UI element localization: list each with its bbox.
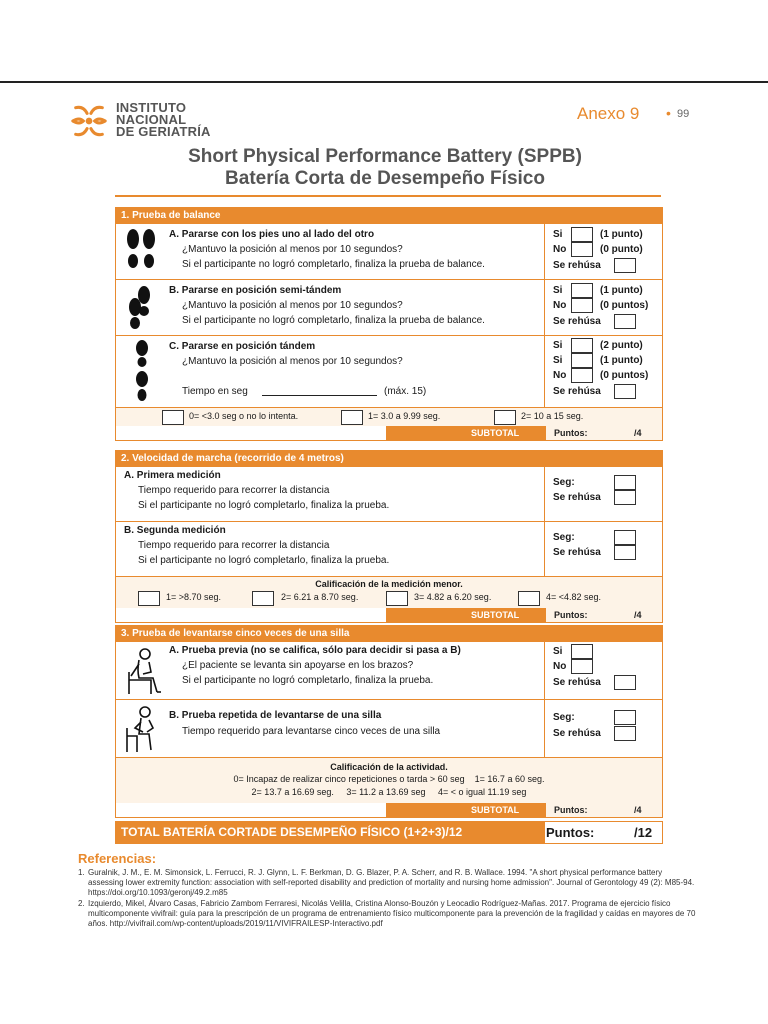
- balance-b-question: ¿Mantuvo la posición al menos por 10 segundos?: [182, 300, 403, 311]
- gait-score-bar: [116, 576, 662, 608]
- balance-a-title: A. Pararse con los pies uno al lado del otro: [169, 229, 375, 240]
- reference-1: [78, 868, 698, 898]
- feet-semi-tandem-icon: [126, 285, 156, 331]
- balance-c-opt2-label: Si: [553, 355, 563, 366]
- chair-scores-line1: 0= Incapaz de realizar cinco repeticiones o tarda > 60 seg 1= 16.7 a 60 seg.: [233, 774, 545, 784]
- gait-score-4-checkbox[interactable]: [518, 591, 540, 606]
- top-rule: [0, 81, 768, 83]
- chair-subtotal: [116, 803, 662, 817]
- logo-line-1: INSTITUTO: [116, 100, 187, 115]
- title-spanish: Batería Corta de Desempeño Físico: [225, 168, 545, 189]
- gait-score-1-checkbox[interactable]: [138, 591, 160, 606]
- balance-b-opt2-pts: (0 puntos): [600, 300, 649, 311]
- gait-b-line2: Si el participante no logró completarlo, finaliza la prueba.: [138, 555, 390, 566]
- chair-b-seg-label: Seg:: [553, 712, 575, 723]
- section-gait-speed: [115, 450, 663, 623]
- person-chair-icon: [121, 704, 165, 754]
- balance-a-note: Si el participante no logró completarlo, finaliza la prueba de balance.: [182, 259, 485, 270]
- page-number: 99: [677, 108, 690, 120]
- chair-b-refuse-checkbox[interactable]: [614, 726, 636, 741]
- balance-points-label: Puntos:: [554, 428, 588, 438]
- balance-score-0-checkbox[interactable]: [162, 410, 184, 425]
- balance-c-opt2-pts: (1 punto): [600, 355, 643, 366]
- balance-c-time-label: Tiempo en seg: [182, 386, 248, 397]
- references-title: Referencias:: [78, 851, 157, 866]
- gait-b-line1: Tiempo requerido para recorrer la distancia: [138, 540, 330, 551]
- chair-scores-line2: 2= 13.7 a 16.69 seg. 3= 11.2 a 13.69 seg 4= < o igual 11.19 seg: [251, 787, 527, 797]
- title-rule: [115, 195, 661, 197]
- balance-subtotal: [116, 426, 662, 440]
- chair-b-title: B. Prueba repetida de levantarse de una silla: [169, 710, 382, 721]
- logo-text: [116, 102, 211, 138]
- balance-b-opt2-label: No: [553, 300, 567, 311]
- balance-c-time-input[interactable]: [262, 395, 377, 396]
- gait-score-4: 4= <4.82 seg.: [546, 592, 602, 602]
- chair-points-label: Puntos:: [554, 805, 588, 815]
- balance-b-refuse-checkbox[interactable]: [614, 314, 636, 329]
- anexo-label: Anexo 9: [577, 104, 640, 123]
- balance-points-max: /4: [634, 428, 642, 438]
- chair-row-a: [116, 641, 662, 699]
- gait-score-3: 3= 4.82 a 6.20 seg.: [414, 592, 492, 602]
- gait-score-2: 2= 6.21 a 8.70 seg.: [281, 592, 359, 602]
- reference-2-text: Izquierdo, Mikel, Álvaro Casas, Fabricio Zambom Ferraresi, Nicolás Velilla, Cristina Alonso-Bouzón y Leocadio Rodríguez-Mañas. 2017. Programa de ejercicio físico multicomponente vivifrail: guía para la prescripción de un programa de entrenamiento físico multicomponente para la prevención de la fragilidad y caídas en mayores de 70 años. http://vivifrail.com/wp-content/uploads/2019/11/VIVIFRAILESP-Interactivo.pdf: [88, 899, 696, 928]
- gait-b-refuse-checkbox[interactable]: [614, 545, 636, 560]
- balance-b-note: Si el participante no logró completarlo, finaliza la prueba de balance.: [182, 315, 485, 326]
- balance-c-refuse-checkbox[interactable]: [614, 384, 636, 399]
- chair-row-b: [116, 699, 662, 757]
- balance-c-opt3-pts: (0 puntos): [600, 370, 649, 381]
- balance-a-refuse-checkbox[interactable]: [614, 258, 636, 273]
- balance-score-0: 0= <3.0 seg o no lo intenta.: [189, 411, 299, 421]
- balance-c-opt1-pts: (2 punto): [600, 340, 643, 351]
- gait-a-refuse-label: Se rehúsa: [553, 492, 601, 503]
- reference-1-number: 1.: [78, 868, 85, 877]
- balance-b-opt1-pts: (1 punto): [600, 285, 643, 296]
- logo-line-2: NACIONAL: [116, 112, 187, 127]
- gait-b-refuse-label: Se rehúsa: [553, 547, 601, 558]
- institute-logo: [70, 102, 211, 140]
- balance-c-refuse-label: Se rehúsa: [553, 386, 601, 397]
- total-score-bar: [115, 821, 663, 844]
- balance-a-opt2-pts: (0 punto): [600, 244, 643, 255]
- gait-subtotal: [116, 608, 662, 622]
- balance-b-opt1-label: Si: [553, 285, 563, 296]
- chair-b-refuse-label: Se rehúsa: [553, 728, 601, 739]
- gait-a-seg-label: Seg:: [553, 477, 575, 488]
- balance-b-no-checkbox[interactable]: [571, 298, 593, 313]
- reference-2: [78, 899, 698, 929]
- balance-b-refuse-label: Se rehúsa: [553, 316, 601, 327]
- balance-c-si1-checkbox[interactable]: [571, 353, 593, 368]
- chair-scores-title: Calificación de la actividad.: [330, 762, 448, 772]
- logo-line-3: DE GERIATRÍA: [116, 124, 211, 139]
- chair-a-no-checkbox[interactable]: [571, 659, 593, 674]
- chair-a-note: Si el participante no logró completarlo, finaliza la prueba.: [182, 675, 434, 686]
- balance-a-opt2-label: No: [553, 244, 567, 255]
- balance-score-1: 1= 3.0 a 9.99 seg.: [368, 411, 441, 421]
- gait-b-title: B. Segunda medición: [124, 525, 226, 536]
- gait-a-line2: Si el participante no logró completarlo, finaliza la prueba.: [138, 500, 390, 511]
- gait-b-seg-label: Seg:: [553, 532, 575, 543]
- section-3-heading: 3. Prueba de levantarse cinco veces de una silla: [116, 626, 662, 641]
- section-2-heading: 2. Velocidad de marcha (recorrido de 4 metros): [116, 451, 662, 466]
- balance-c-si2-checkbox[interactable]: [571, 338, 593, 353]
- feet-tandem-icon: [133, 339, 151, 405]
- chair-a-title: A. Prueba previa (no se califica, sólo para decidir si pasa a B): [169, 645, 461, 656]
- balance-a-no-checkbox[interactable]: [571, 242, 593, 257]
- balance-b-title: B. Pararse en posición semi-tándem: [169, 285, 342, 296]
- reference-1-text: Guralnik, J. M., E. M. Simonsick, L. Ferrucci, R. J. Glynn, L. F. Berkman, D. G. Blazer, P. A. Scherr, and R. B. Wallace. 1994. "A short physical performance battery assessing lower extremity function: association with self-reported disability and prediction of mortality and nursing home admission". Journal of Gerontology 49 (2): M85-94. https://doi.org/10.1093/geronj/49.2.m85: [88, 868, 695, 897]
- balance-score-2: 2= 10 a 15 seg.: [521, 411, 584, 421]
- seated-person-icon: [121, 646, 165, 696]
- chair-a-question: ¿El paciente se levanta sin apoyarse en los brazos?: [182, 660, 414, 671]
- chair-a-refuse-label: Se rehúsa: [553, 677, 601, 688]
- balance-score-bar: [116, 407, 662, 426]
- gait-points-max: /4: [634, 610, 642, 620]
- chair-a-refuse-checkbox[interactable]: [614, 675, 636, 690]
- total-points-label: Puntos:: [546, 825, 595, 840]
- gait-score-1: 1= >8.70 seg.: [166, 592, 222, 602]
- title-english: Short Physical Performance Battery (SPPB): [188, 146, 582, 167]
- bullet: •: [666, 105, 671, 121]
- chair-b-line1: Tiempo requerido para levantarse cinco veces de una silla: [182, 726, 441, 737]
- balance-a-refuse-label: Se rehúsa: [553, 260, 601, 271]
- balance-row-a: [116, 223, 662, 279]
- gait-a-refuse-checkbox[interactable]: [614, 490, 636, 505]
- gait-a-seg-input[interactable]: [614, 475, 636, 490]
- gait-a-line1: Tiempo requerido para recorrer la distancia: [138, 485, 330, 496]
- chair-points-max: /4: [634, 805, 642, 815]
- balance-c-question: ¿Mantuvo la posición al menos por 10 segundos?: [182, 356, 403, 367]
- gait-score-3-checkbox[interactable]: [386, 591, 408, 606]
- chair-a-opt1-label: Si: [553, 646, 563, 657]
- balance-score-1-checkbox[interactable]: [341, 410, 363, 425]
- balance-a-opt1-label: Si: [553, 229, 563, 240]
- gait-scores-title: Calificación de la medición menor.: [315, 579, 463, 589]
- section-1-heading: 1. Prueba de balance: [116, 208, 662, 223]
- balance-c-time-max: (máx. 15): [384, 386, 427, 397]
- balance-b-si-checkbox[interactable]: [571, 283, 593, 298]
- balance-subtotal-label: SUBTOTAL: [471, 428, 520, 438]
- gait-subtotal-label: SUBTOTAL: [471, 610, 520, 620]
- balance-row-c: [116, 335, 662, 407]
- total-label: TOTAL BATERÍA CORTADE DESEMPEÑO FÍSICO (1+2+3)/12: [116, 822, 545, 843]
- balance-c-opt3-label: No: [553, 370, 567, 381]
- chair-score-bar: [116, 757, 662, 803]
- balance-a-opt1-pts: (1 punto): [600, 229, 643, 240]
- balance-a-si-checkbox[interactable]: [571, 227, 593, 242]
- gait-points-label: Puntos:: [554, 610, 588, 620]
- balance-score-2-checkbox[interactable]: [494, 410, 516, 425]
- chair-b-seg-input[interactable]: [614, 710, 636, 725]
- reference-2-number: 2.: [78, 899, 85, 908]
- balance-c-title: C. Pararse en posición tándem: [169, 341, 316, 352]
- chair-a-si-checkbox[interactable]: [571, 644, 593, 659]
- gait-score-2-checkbox[interactable]: [252, 591, 274, 606]
- balance-a-question: ¿Mantuvo la posición al menos por 10 segundos?: [182, 244, 403, 255]
- section-chair-stand: [115, 625, 663, 818]
- balance-c-no-checkbox[interactable]: [571, 368, 593, 383]
- geriatria-logo-icon: [70, 102, 108, 140]
- balance-c-opt1-label: Si: [553, 340, 563, 351]
- balance-row-b: [116, 279, 662, 335]
- gait-b-seg-input[interactable]: [614, 530, 636, 545]
- total-points-max: /12: [634, 825, 653, 840]
- section-balance: [115, 207, 663, 441]
- chair-a-opt2-label: No: [553, 661, 567, 672]
- gait-row-b: [116, 521, 662, 576]
- gait-a-title: A. Primera medición: [124, 470, 221, 481]
- gait-row-a: [116, 466, 662, 521]
- chair-subtotal-label: SUBTOTAL: [471, 805, 520, 815]
- feet-side-by-side-icon: [124, 228, 158, 274]
